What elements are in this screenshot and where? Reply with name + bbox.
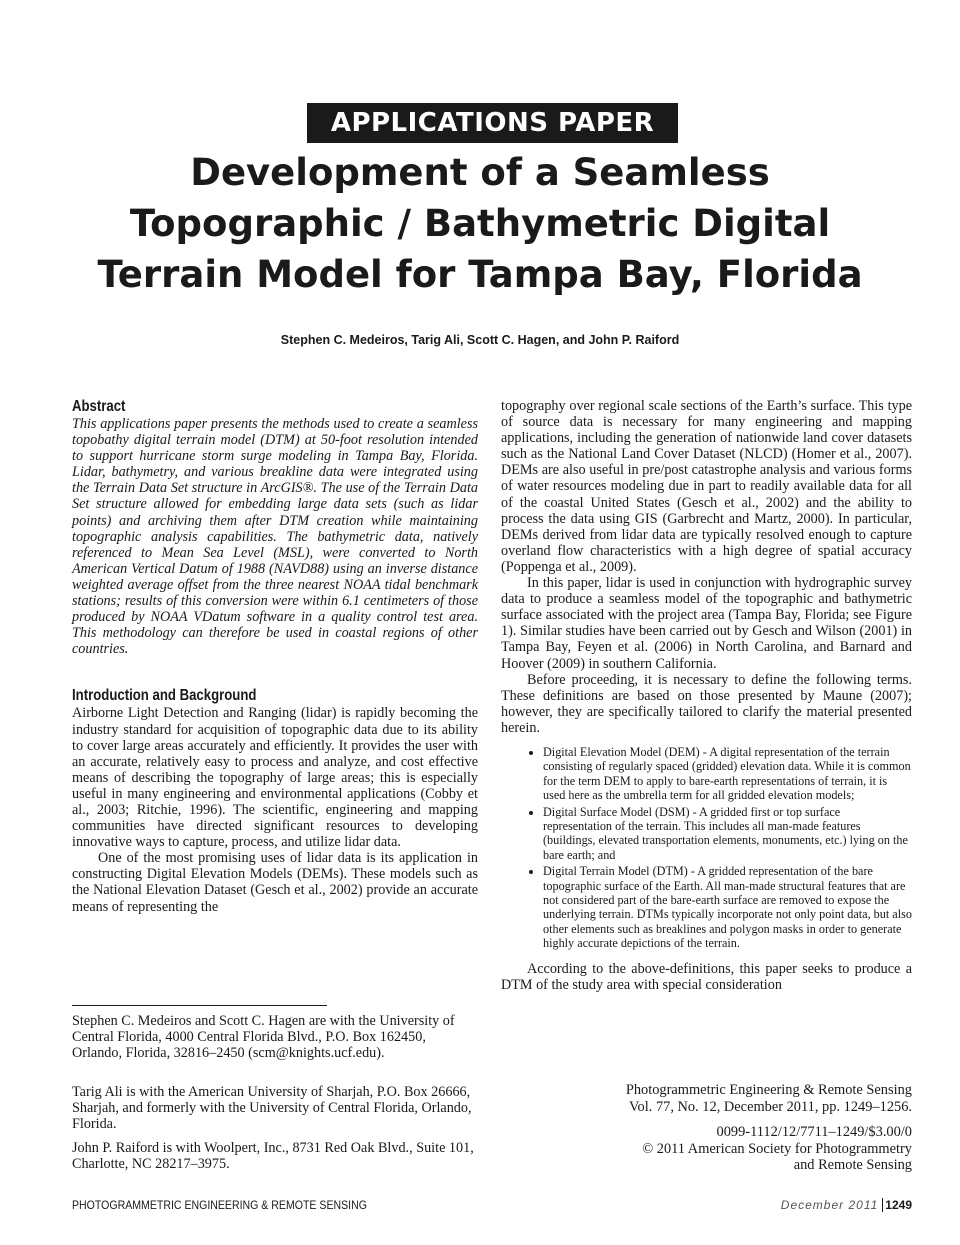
- intro-heading: Introduction and Background: [72, 687, 257, 705]
- running-footer-title: PHOTOGRAMMETRIC ENGINEERING & REMOTE SENSING: [72, 1198, 367, 1212]
- body-paragraph-3: Before proceeding, it is necessary to define the following terms. These definitions are based on those presented by Maune (2007); however, they are specifically tailored to clarify the material presented herein.: [501, 671, 912, 736]
- definition-dsm: • Digital Surface Model (DSM) - A gridded first or top surface representation of the terrain. This includes all man-made features (buildings, elevated transportation elements, monuments, etc.) lying on the bare earth; and: [543, 805, 912, 863]
- running-footer-page: [781, 1198, 912, 1212]
- footnote-2-text: Tarig Ali is with the American University of Sharjah, P.O. Box 26666, Sharjah, and formerly with the University of Central Florida, Orlando, Florida.: [72, 1084, 472, 1132]
- footnote-3: [72, 1140, 478, 1172]
- body-paragraph-4: According to the above-definitions, this paper seeks to produce a DTM of the study area with special consideration: [501, 960, 912, 993]
- journal-info: [512, 1082, 912, 1174]
- journal-code: 0099-1112/12/7711–1249/$3.00/0: [716, 1124, 912, 1141]
- body-paragraph-2: In this paper, lidar is used in conjunction with hydrographic survey data to produce a seamless model of the topographic and bathymetric surface associated with the project area (Tampa Bay, Florida; see Figure 1). Similar studies have been carried out by Gesch and Wilson (2001) in Tampa Bay, Feyen et al. (2006) in North Carolina, and Barnard and Hoover (2009) in southern California.: [501, 575, 912, 672]
- left-column: [72, 398, 478, 915]
- intro-paragraph-2: One of the most promising uses of lidar data is its application in constructing Digital Elevation Models (DEMs). These models such as the National Elevation Dataset (Gesch et al., 2002) provide an accurate means of representing the: [72, 850, 478, 915]
- journal-volume: Vol. 77, No. 12, December 2011, pp. 1249–1256.: [629, 1098, 912, 1115]
- footnote-1: [72, 1013, 478, 1061]
- journal-copyright: © 2011 American Society for Photogrammetry: [642, 1140, 912, 1157]
- journal-copyright-2: and Remote Sensing: [793, 1157, 912, 1174]
- body-paragraph-1: topography over regional scale sections of the Earth’s surface. This type of source data is necessary for many engineering and mapping applications, including the generation of nationwide land cover datasets such as the National Land Cover Dataset (NLCD) (Homer et al., 2007). DEMs are also useful in pre/post catastrophe analysis and various forms of water resources modeling due in part to readily available data for all of the coastal United States (Gesch et al., 2002) and the ability to process the data using GIS (Garbrecht and Martz, 2000). In particular, DEMs derived from lidar data are typically resolved enough to capture overland flow characteristics with a high degree of spatial accuracy (Poppenga et al., 2009).: [501, 398, 912, 575]
- intro-paragraph-1: Airborne Light Detection and Ranging (lidar) is rapidly becoming the industry standard for acquisition of topographic data due to its ability to cover large areas accurately and efficiently. It provides the user with an accurate, relatively easy to process and analyze, and cost effective means of describing the topography of large areas; this is especially useful in many engineering and environmental applications (Cobby et al., 2003; Ritchie, 1996). The scientific, engineering and mapping communities have directed significant resources to developing innovative ways to capture, process, and utilize lidar data.: [72, 705, 478, 851]
- right-column: [501, 398, 912, 993]
- journal-name: Photogrammetric Engineering & Remote Sensing: [625, 1082, 912, 1098]
- footnote-2: [72, 1084, 478, 1132]
- definition-dem: • Digital Elevation Model (DEM) - A digital representation of the terrain consisting of regularly spaced (gridded) elevation data. While it is common for the term DEM to apply to bare-earth representations of terrain, it is used here as the umbrella term for all gridded elevation models;: [543, 745, 912, 803]
- section-banner: APPLICATIONS PAPER: [307, 103, 678, 143]
- abstract-text: This applications paper presents the methods used to create a seamless topobathy digital terrain model (DTM) at 50-foot resolution intended to support hurricane storm surge modeling in Tampa Bay, Florida. Lidar, bathymetry, and various breakline data were integrated using the Terrain Data Set structure in ArcGIS®. The use of the Terrain Data Set structure allowed for embedding large data sets (such as lidar points) and archiving them after DTM creation while maintaining topographic analysis capabilities. The bathymetric data, natively referenced to Mean Sea Level (MSL), were converted to North American Vertical Datum of 1988 (NAVD88) using an inverse distance weighted average offset from the three nearest NOAA tidal benchmark stations; results of this conversion were within 6.1 centimeters of those produced by NOAA VDatum software in a quality control test area. This methodology can therefore be used in coastal regions of other countries.: [72, 416, 478, 658]
- footnote-3-text: John P. Raiford is with Woolpert, Inc., 8731 Red Oak Blvd., Suite 101, Charlotte, NC 28217–3975.: [72, 1140, 474, 1172]
- definition-dtm: • Digital Terrain Model (DTM) - A gridded representation of the bare topographic surface of the Earth. All man-made structural features that are not considered part of the bare-earth surface are removed to expose the underlying terrain. DTMs typically incorporate not only point data, but also other elements such as breaklines and polygon masks in order to generate highly accurate depictions of the terrain.: [543, 864, 912, 950]
- paper-title: Development of a Seamless Topographic / Bathymetric Digital Terrain Model for Tampa Bay, Florida: [97, 151, 863, 296]
- footnote-rule: [72, 1005, 327, 1006]
- abstract-heading: Abstract: [72, 398, 126, 415]
- author-list: Stephen C. Medeiros, Tarig Ali, Scott C. Hagen, and John P. Raiford: [280, 333, 680, 347]
- footnote-1-text: Stephen C. Medeiros and Scott C. Hagen are with the University of Central Florida, 4000 Central Florida Blvd., P.O. Box 162450, Orlando, Florida, 32816–2450 (scm@knights.ucf.edu).: [72, 1013, 455, 1061]
- page-number: 1249: [882, 1198, 912, 1212]
- definition-list: [501, 745, 912, 951]
- footer-month: December 2011: [780, 1198, 879, 1212]
